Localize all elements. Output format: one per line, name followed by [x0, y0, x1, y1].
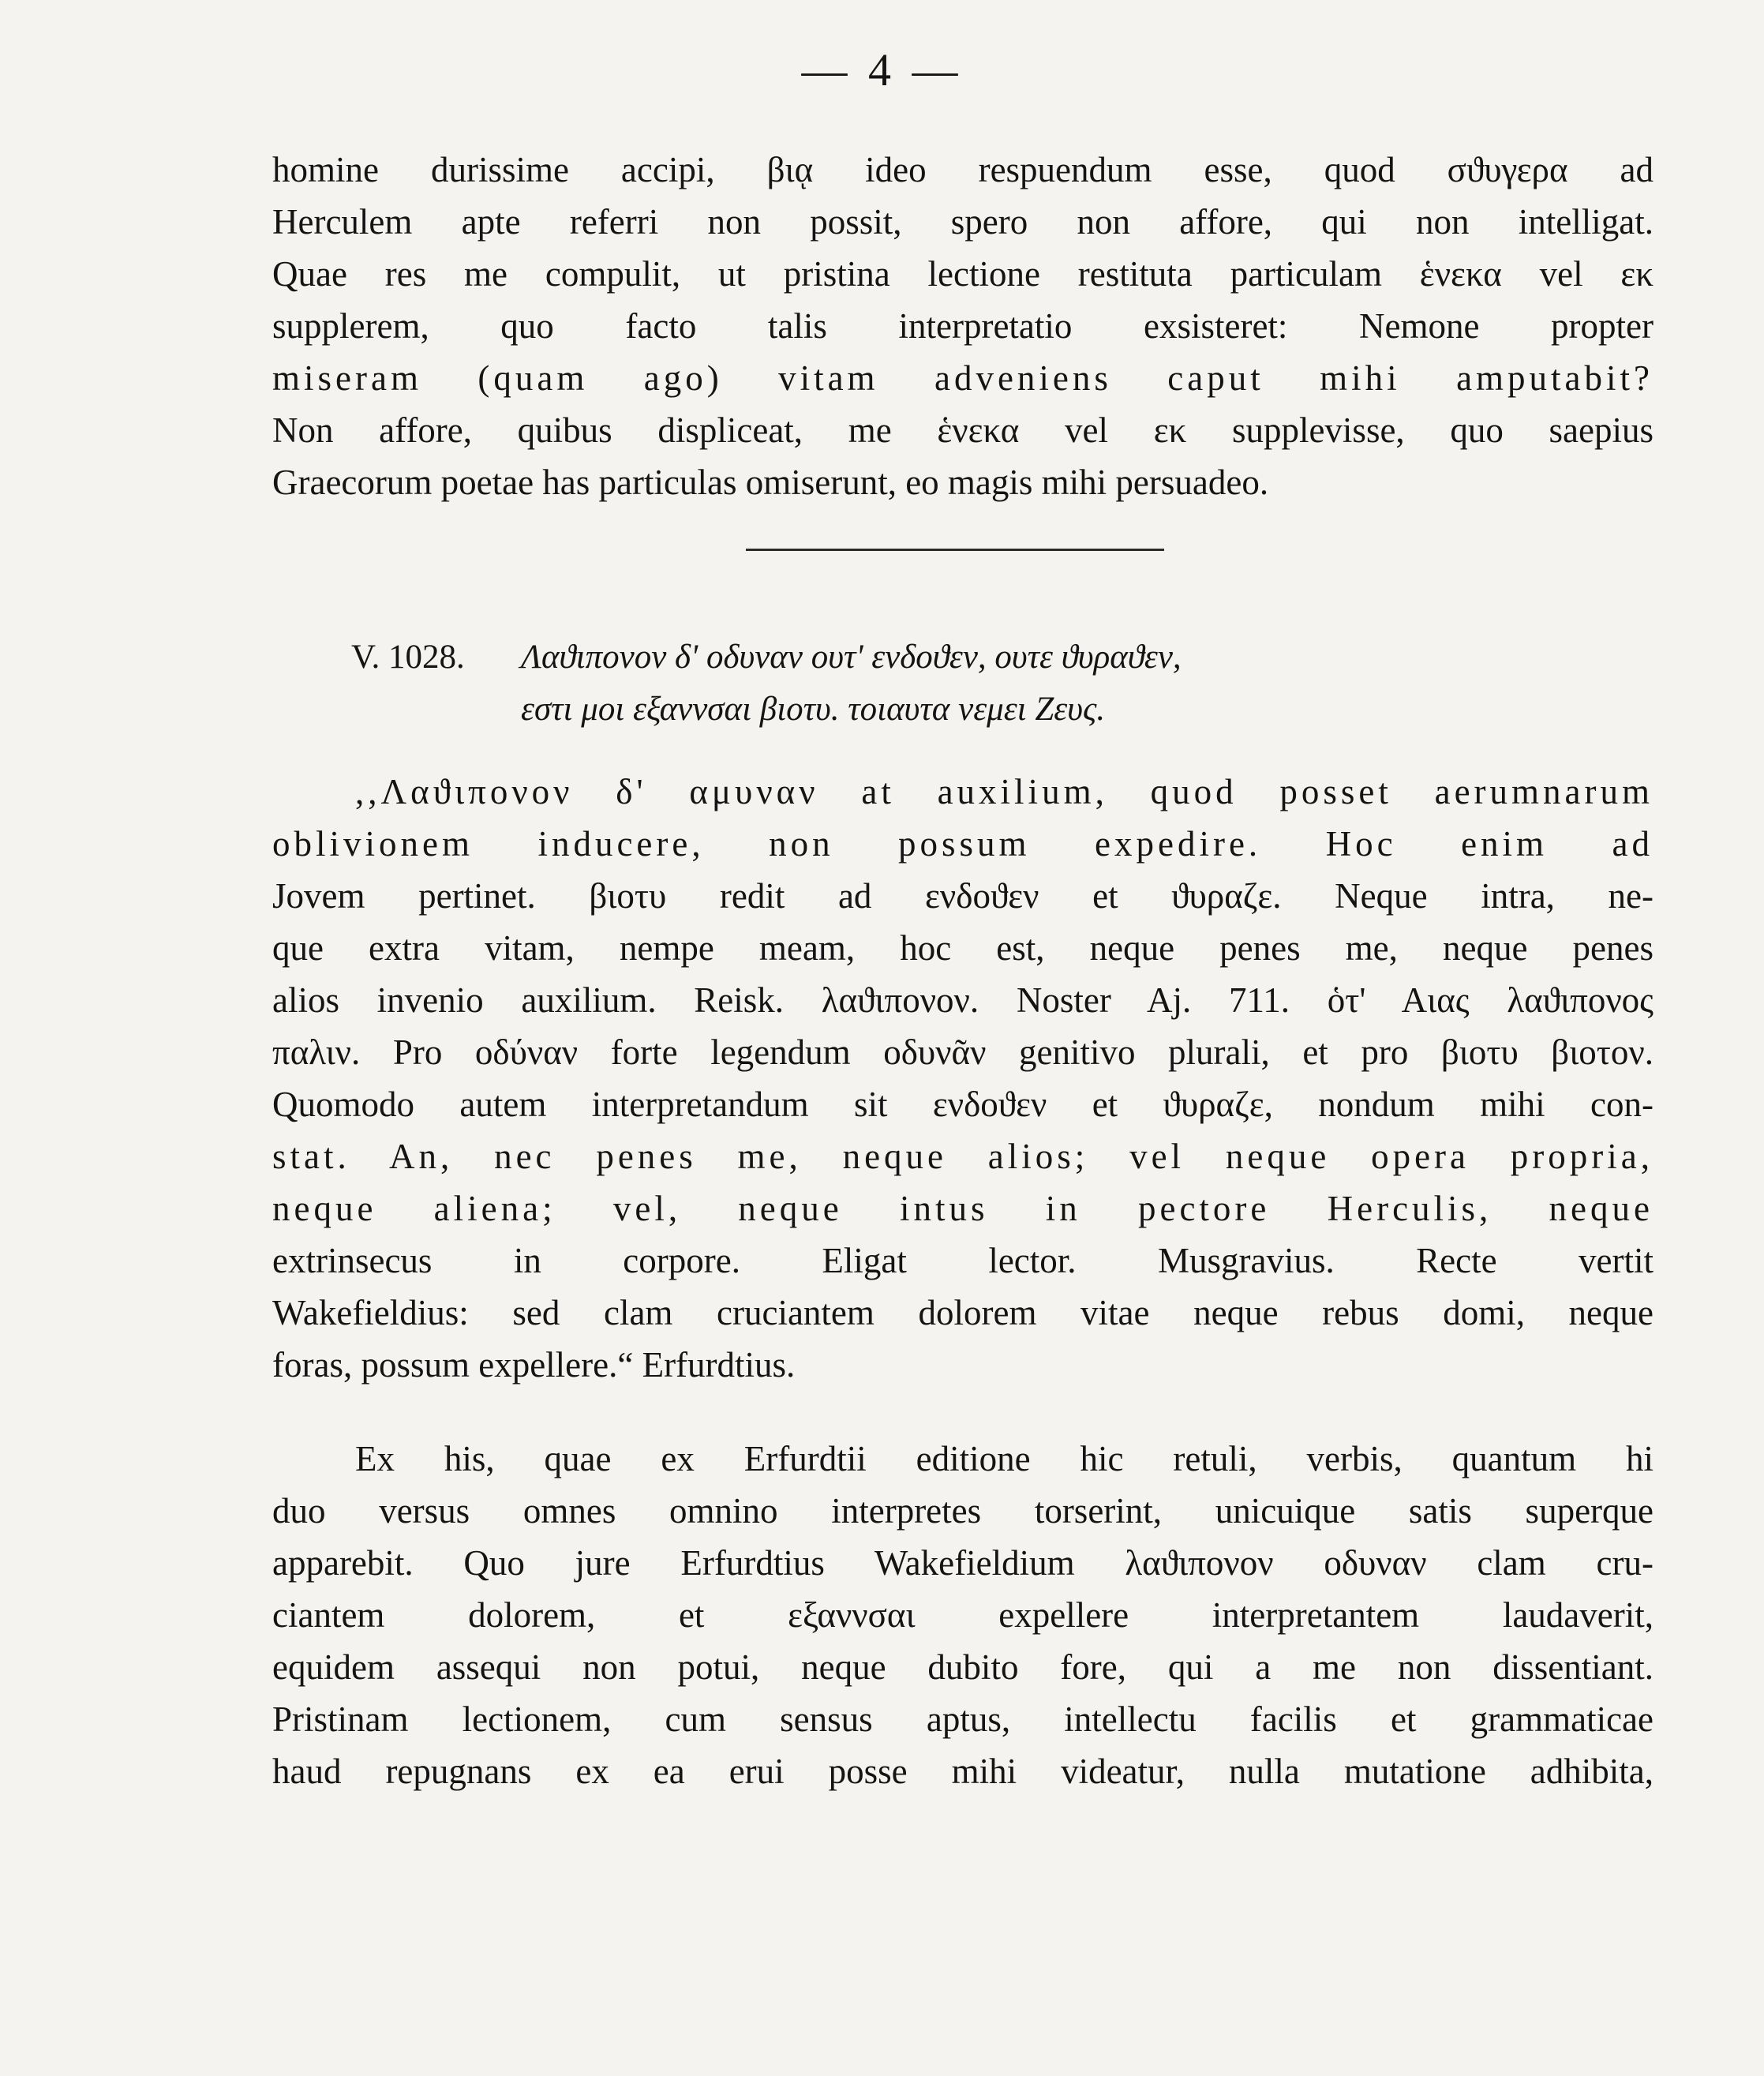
text-line: equidem assequi non potui, neque dubito fore, qui a me non dissentiant.	[272, 1647, 1654, 1687]
text-line: Pristinam lectionem, cum sensus aptus, intellectu facilis et grammaticae	[272, 1699, 1654, 1739]
text-line: ciantem dolorem, et εξαννσαι expellere interpretantem laudaverit,	[272, 1595, 1654, 1635]
text-line: Quae res me compulit, ut pristina lectione restituta particulam ἑνεκα vel εκ	[272, 254, 1654, 294]
text-line: Graecorum poetae has particulas omiserunt, eo magis mihi persuadeo.	[272, 463, 1269, 502]
text-line: supplerem, quo facto talis interpretatio exsisteret: Nemone propter	[272, 306, 1654, 346]
text-line: oblivionem inducere, non possum expedire. Hoc enim ad	[272, 824, 1654, 864]
paragraph-1	[272, 144, 1654, 508]
verse-label: V. 1028.	[351, 639, 465, 676]
verse-quote	[351, 631, 1764, 736]
text-line: ,,Λαϑιπονον δ' αμυναν at auxilium, quod posset aerumnarum	[355, 772, 1654, 811]
text-line: que extra vitam, nempe meam, hoc est, neque penes me, neque penes	[272, 928, 1654, 968]
paragraph-3	[272, 1433, 1654, 1797]
verse-line-2: εστι μοι εξαννσαι βιοτυ. τοιαυτα νεμει Ζευς.	[521, 691, 1106, 728]
text-line: παλιν. Pro οδύναν forte legendum οδυνᾶν genitivo plurali, et pro βιοτυ βιοτον.	[272, 1032, 1654, 1072]
text-line: Wakefieldius: sed clam cruciantem dolorem vitae neque rebus domi, neque	[272, 1293, 1654, 1332]
text-line: stat. An, nec penes me, neque alios; vel neque opera propria,	[272, 1137, 1654, 1176]
text-line: foras, possum expellere.“ Erfurdtius.	[272, 1345, 796, 1385]
section-divider	[746, 549, 1164, 551]
text-line: Herculem apte referri non possit, spero non affore, qui non intelligat.	[272, 202, 1654, 242]
text-line: neque aliena; vel, neque intus in pectore Herculis, neque	[272, 1189, 1654, 1228]
text-line: duo versus omnes omnino interpretes torserint, unicuique satis superque	[272, 1491, 1654, 1531]
text-line: apparebit. Quo jure Erfurdtius Wakefieldium λαϑιπονον οδυναν clam cru-	[272, 1543, 1654, 1583]
text-line: alios invenio auxilium. Reisk. λαϑιπονον. Noster Aj. 711. ὁτ' Αιας λαϑιπονος	[272, 980, 1654, 1020]
paragraph-2	[272, 766, 1654, 1391]
verse-text-1: Λαϑιπονον δ' οδυναν ουτ' ενδοϑεν, ουτε ϑυραϑεν,	[521, 639, 1182, 676]
text-line: haud repugnans ex ea erui posse mihi videatur, nulla mutatione adhibita,	[272, 1752, 1654, 1791]
text-line: homine durissime accipi, βιᾳ ideo respuendum esse, quod σϑυγερα ad	[272, 150, 1654, 189]
verse-line-1	[351, 631, 1764, 684]
text-line: Non affore, quibus displiceat, me ἑνεκα vel εκ supplevisse, quo saepius	[272, 410, 1654, 450]
text-line: Ex his, quae ex Erfurdtii editione hic retuli, verbis, quantum hi	[355, 1439, 1654, 1478]
text-line: Quomodo autem interpretandum sit ενδοϑεν et ϑυραζε, nondum mihi con-	[272, 1085, 1654, 1124]
text-line: extrinsecus in corpore. Eligat lector. Musgravius. Recte vertit	[272, 1241, 1654, 1280]
text-line: miseram (quam ago) vitam adveniens caput mihi amputabit?	[272, 358, 1654, 398]
text-line: Jovem pertinet. βιοτυ redit ad ενδοϑεν et ϑυραζε. Neque intra, ne-	[272, 876, 1654, 916]
page-number: — 4 —	[801, 44, 963, 96]
